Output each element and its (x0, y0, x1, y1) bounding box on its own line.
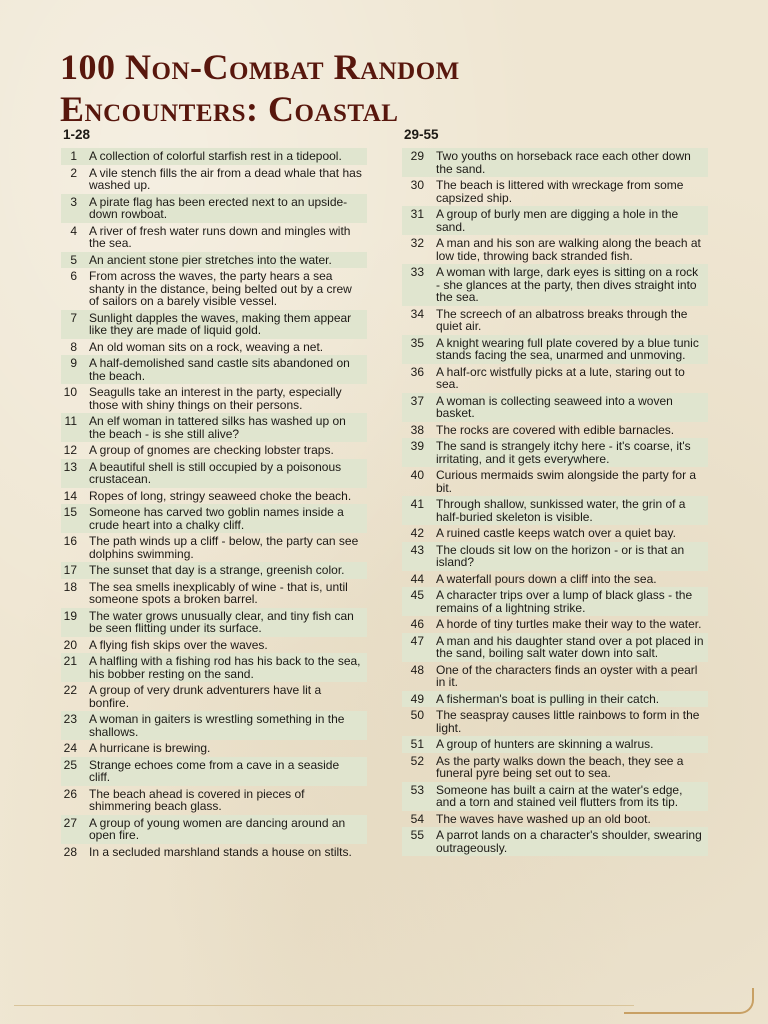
row-number: 28 (63, 844, 77, 859)
row-text: The path winds up a cliff - below, the party can see dolphins swimming. (89, 534, 359, 561)
table-row (402, 542, 708, 571)
row-text: A waterfall pours down a cliff into the sea. (436, 571, 657, 586)
row-text: A group of burly men are digging a hole in the sand. (436, 207, 679, 234)
row-text: Someone has built a cairn at the water's edge, and a torn and stained veil flutters from its tip. (436, 782, 683, 809)
row-text: As the party walks down the beach, they see a funeral pyre being set out to sea. (436, 753, 684, 780)
table-left-rows (61, 148, 367, 860)
table-row (402, 364, 708, 393)
table-row (61, 252, 367, 269)
row-number: 14 (63, 488, 77, 503)
row-text: The sunset that day is a strange, greenish color. (89, 563, 345, 577)
row-text: An old woman sits on a rock, weaving a net. (89, 339, 324, 354)
table-left-heading: 1-28 (63, 127, 91, 142)
table-row (402, 616, 708, 633)
row-number: 50 (410, 708, 424, 722)
row-number: 2 (70, 165, 77, 180)
table-row (402, 438, 708, 467)
row-number: 5 (70, 252, 77, 267)
table-row (402, 206, 708, 235)
table-right-heading: 29-55 (404, 127, 439, 142)
row-text: A group of gnomes are checking lobster traps. (89, 443, 334, 457)
row-number: 44 (410, 571, 424, 586)
table-row (61, 194, 367, 223)
row-text: A parrot lands on a character's shoulder, swearing outrageously. (436, 828, 702, 855)
table-row (402, 571, 708, 588)
row-text: A man and his son are walking along the beach at low tide, throwing back stranded fish. (436, 236, 701, 263)
table-row (402, 148, 708, 177)
footer-rule (14, 1005, 634, 1006)
table-row (402, 306, 708, 335)
row-number: 36 (410, 364, 424, 379)
row-number: 35 (410, 335, 424, 350)
table-row (402, 753, 708, 782)
footer-corner-ornament (624, 988, 754, 1014)
row-number: 3 (70, 194, 77, 209)
row-number: 42 (410, 526, 424, 540)
table-row (61, 413, 367, 442)
table-row (61, 504, 367, 533)
row-number: 33 (410, 265, 424, 279)
title-line-1: 100 Non-Combat Random (60, 47, 460, 87)
row-number: 54 (410, 811, 424, 826)
table-row (61, 488, 367, 505)
row-text: The water grows unusually clear, and tiny fish can be seen flitting under its surface. (89, 608, 354, 635)
title-line-2: Encounters: Coastal (60, 89, 399, 129)
row-number: 22 (63, 683, 77, 697)
table-row (61, 223, 367, 252)
row-number: 47 (410, 633, 424, 648)
row-number: 32 (410, 236, 424, 250)
row-number: 37 (410, 393, 424, 408)
table-row (61, 757, 367, 786)
table-row (402, 736, 708, 753)
row-text: In a secluded marshland stands a house on stilts. (89, 844, 352, 859)
table-row (402, 496, 708, 525)
row-text: A fisherman's boat is pulling in their catch. (436, 691, 660, 706)
row-text: An elf woman in tattered silks has washed up on the beach - is she still alive? (89, 414, 346, 441)
row-text: A collection of colorful starfish rest in a tidepool. (89, 149, 342, 163)
row-text: A hurricane is brewing. (89, 741, 211, 755)
row-number: 16 (63, 534, 77, 548)
row-text: A beautiful shell is still occupied by a poisonous crustacean. (89, 459, 342, 486)
row-number: 1 (70, 149, 77, 163)
table-row (61, 310, 367, 339)
row-text: The beach is littered with wreckage from some capsized ship. (436, 178, 684, 205)
row-number: 29 (410, 149, 424, 163)
table-row (402, 827, 708, 856)
row-text: A woman with large, dark eyes is sitting on a rock - she glances at the party, then dives straight into the sea. (436, 265, 699, 304)
row-number: 31 (410, 207, 424, 221)
table-row (61, 844, 367, 861)
row-text: Someone has carved two goblin names inside a crude heart into a chalky cliff. (89, 505, 344, 532)
row-number: 19 (63, 608, 77, 623)
table-row (61, 533, 367, 562)
row-text: A vile stench fills the air from a dead whale that has washed up. (89, 165, 362, 192)
row-text: A character trips over a lump of black glass - the remains of a lightning strike. (436, 588, 693, 615)
table-row (61, 653, 367, 682)
table-row (402, 811, 708, 828)
row-number: 15 (63, 505, 77, 519)
row-number: 51 (410, 737, 424, 751)
row-text: The beach ahead is covered in pieces of shimmering beach glass. (89, 786, 305, 813)
table-row (61, 339, 367, 356)
table-row (402, 422, 708, 439)
table-row (402, 633, 708, 662)
table-row (61, 740, 367, 757)
page-title (60, 46, 700, 130)
row-number: 48 (410, 662, 424, 677)
row-text: A group of hunters are skinning a walrus. (436, 737, 654, 751)
row-number: 23 (63, 712, 77, 726)
row-text: Sunlight dapples the waves, making them appear like they are made of liquid gold. (89, 310, 352, 337)
table-row (61, 165, 367, 194)
table-row (402, 177, 708, 206)
table-right-rows (402, 148, 708, 856)
row-text: Strange echoes come from a cave in a seaside cliff. (89, 757, 340, 784)
table-row (61, 148, 367, 165)
row-text: A flying fish skips over the waves. (89, 637, 268, 652)
row-number: 39 (410, 439, 424, 453)
row-number: 52 (410, 753, 424, 768)
row-text: A woman in gaiters is wrestling something in the shallows. (89, 712, 345, 739)
row-text: The sand is strangely itchy here - it's coarse, it's irritating, and it gets everywhere. (436, 439, 691, 466)
row-text: Through shallow, sunkissed water, the grin of a half-buried skeleton is visible. (436, 497, 686, 524)
row-text: An ancient stone pier stretches into the water. (89, 252, 332, 267)
row-text: A ruined castle keeps watch over a quiet bay. (436, 526, 676, 540)
table-row (61, 268, 367, 310)
table-row (402, 467, 708, 496)
row-text: Two youths on horseback race each other down the sand. (436, 149, 691, 176)
table-row (61, 815, 367, 844)
table-row (402, 525, 708, 542)
table-row (61, 786, 367, 815)
row-text: A knight wearing full plate covered by a blue tunic stands facing the sea, unarmed and unmoving. (436, 335, 699, 362)
table-row (61, 459, 367, 488)
row-text: Curious mermaids swim alongside the party for a bit. (436, 468, 697, 495)
table-row (61, 682, 367, 711)
table-row (402, 235, 708, 264)
row-text: A group of very drunk adventurers have lit a bonfire. (89, 683, 322, 710)
row-number: 30 (410, 178, 424, 192)
table-row (61, 384, 367, 413)
row-number: 26 (63, 786, 77, 801)
table-row (61, 579, 367, 608)
row-number: 12 (63, 443, 77, 457)
table-row (402, 782, 708, 811)
row-text: A man and his daughter stand over a pot placed in the sand, boiling salt water down into salt. (436, 633, 704, 660)
table-row (61, 608, 367, 637)
row-number: 7 (70, 310, 77, 325)
row-number: 45 (410, 588, 424, 602)
row-number: 25 (63, 757, 77, 772)
table-left (61, 126, 367, 860)
row-text: The clouds sit low on the horizon - or is that an island? (436, 542, 685, 569)
table-row (402, 393, 708, 422)
row-number: 27 (63, 815, 77, 830)
row-text: The sea smells inexplicably of wine - that is, until someone spots a broken barrel. (89, 579, 348, 606)
row-number: 55 (410, 828, 424, 842)
table-row (61, 562, 367, 579)
row-number: 9 (70, 356, 77, 370)
row-text: A halfling with a fishing rod has his back to the sea, his bobber resting on the sand. (89, 654, 361, 681)
table-row (61, 355, 367, 384)
row-number: 24 (63, 741, 77, 755)
row-text: A group of young women are dancing around an open fire. (89, 815, 346, 842)
row-text: The rocks are covered with edible barnacles. (436, 422, 675, 437)
row-number: 21 (63, 654, 77, 668)
row-number: 11 (64, 414, 77, 428)
table-row (402, 707, 708, 736)
row-number: 46 (410, 617, 424, 631)
row-text: Seagulls take an interest in the party, especially those with shiny things on their persons. (89, 385, 342, 412)
row-text: The waves have washed up an old boot. (436, 811, 651, 826)
table-right (402, 126, 708, 856)
row-number: 38 (410, 422, 424, 437)
table-row (402, 691, 708, 708)
row-number: 49 (410, 691, 424, 706)
row-text: A woman is collecting seaweed into a woven basket. (436, 393, 673, 420)
table-row (402, 662, 708, 691)
row-number: 34 (410, 306, 424, 321)
row-number: 4 (70, 223, 77, 238)
table-row (402, 335, 708, 364)
row-text: One of the characters finds an oyster with a pearl in it. (436, 662, 698, 689)
table-row (402, 587, 708, 616)
table-row (402, 264, 708, 306)
row-text: A river of fresh water runs down and mingles with the sea. (89, 223, 351, 250)
row-number: 8 (70, 339, 77, 354)
table-row (61, 637, 367, 654)
row-number: 13 (63, 459, 77, 474)
row-text: Ropes of long, stringy seaweed choke the beach. (89, 488, 352, 503)
row-text: The screech of an albatross breaks through the quiet air. (436, 306, 688, 333)
table-row (61, 711, 367, 740)
row-text: A horde of tiny turtles make their way to the water. (436, 617, 702, 631)
row-number: 10 (63, 385, 77, 399)
row-text: From across the waves, the party hears a sea shanty in the distance, being belted out by a crew of sailors on a barely visible vessel. (89, 269, 352, 308)
row-number: 41 (410, 497, 424, 511)
row-number: 40 (410, 468, 424, 482)
row-number: 20 (63, 637, 77, 652)
row-text: A half-demolished sand castle sits abandoned on the beach. (89, 356, 350, 383)
row-number: 18 (63, 579, 77, 594)
row-text: A pirate flag has been erected next to an upside-down rowboat. (89, 194, 348, 221)
row-number: 17 (63, 563, 77, 577)
row-text: A half-orc wistfully picks at a lute, staring out to sea. (436, 364, 685, 391)
row-number: 53 (410, 782, 424, 797)
table-row (61, 442, 367, 459)
row-number: 43 (410, 542, 424, 557)
row-number: 6 (70, 269, 77, 283)
row-text: The seaspray causes little rainbows to form in the light. (436, 708, 700, 735)
